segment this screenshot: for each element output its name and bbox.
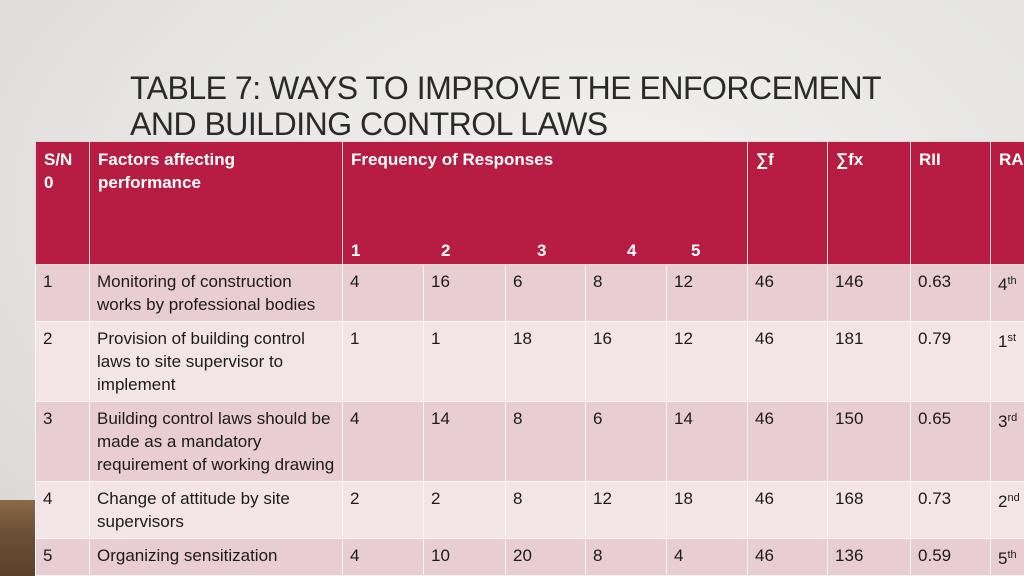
rank-suffix: th: [1007, 549, 1017, 561]
table-header-row: [36, 142, 1024, 265]
cell-rank: [991, 482, 1024, 539]
cell-f5: 12: [667, 322, 748, 402]
cell-rank: [991, 539, 1024, 576]
cell-sn: 2: [36, 322, 90, 402]
header-rank: RA: [991, 142, 1024, 265]
cell-rii: 0.79: [911, 322, 991, 402]
rank-suffix: st: [1007, 332, 1017, 344]
header-factors: Factors affecting performance: [90, 142, 343, 265]
cell-f2: 14: [424, 402, 506, 482]
cell-f2: 10: [424, 539, 506, 576]
rank-suffix: th: [1007, 275, 1017, 287]
slide-title-line-1: TABLE 7: WAYS TO IMPROVE THE ENFORCEMENT: [130, 70, 882, 106]
cell-sum-fx: 146: [828, 265, 911, 322]
rank-number: 1: [998, 332, 1008, 351]
cell-f3: 20: [506, 539, 586, 576]
header-sum-f: ∑f: [748, 142, 828, 265]
header-sn: S/N 0: [36, 142, 90, 265]
table-row: [36, 539, 1024, 576]
cell-factor: Monitoring of construction works by professional bodies: [90, 265, 343, 322]
cell-sum-fx: 181: [828, 322, 911, 402]
cell-sn: 5: [36, 539, 90, 576]
cell-f4: 6: [586, 402, 667, 482]
cell-sum-fx: 168: [828, 482, 911, 539]
cell-f4: 8: [586, 539, 667, 576]
frequency-scale-2: 2: [441, 241, 451, 260]
rank-number: 5: [998, 549, 1008, 568]
rank-suffix: rd: [1007, 412, 1018, 424]
rank-number: 4: [998, 275, 1008, 294]
cell-f1: 4: [343, 265, 424, 322]
cell-f2: 2: [424, 482, 506, 539]
table-row: [36, 482, 1024, 539]
cell-rank: [991, 402, 1024, 482]
slide-title-line-2: AND BUILDING CONTROL LAWS: [130, 106, 608, 142]
cell-sum-f: 46: [748, 322, 828, 402]
frequency-scale-1: 1: [351, 241, 361, 260]
cell-f4: 12: [586, 482, 667, 539]
frequency-scale-3: 3: [537, 241, 547, 260]
cell-f2: 1: [424, 322, 506, 402]
cell-f1: 2: [343, 482, 424, 539]
cell-factor: Provision of building control laws to site supervisor to implement: [90, 322, 343, 402]
cell-f3: 8: [506, 482, 586, 539]
cell-sum-f: 46: [748, 482, 828, 539]
cell-f3: 6: [506, 265, 586, 322]
cell-rii: 0.63: [911, 265, 991, 322]
cell-f4: 16: [586, 322, 667, 402]
cell-f4: 8: [586, 265, 667, 322]
cell-f2: 16: [424, 265, 506, 322]
cell-f5: 14: [667, 402, 748, 482]
cell-rii: 0.65: [911, 402, 991, 482]
table-row: [36, 402, 1024, 482]
cell-sn: 3: [36, 402, 90, 482]
cell-sum-f: 46: [748, 402, 828, 482]
cell-f1: 4: [343, 402, 424, 482]
frequency-scale-5: 5: [691, 241, 701, 260]
cell-sum-fx: 136: [828, 539, 911, 576]
cell-f1: 4: [343, 539, 424, 576]
cell-rank: [991, 322, 1024, 402]
cell-f5: 12: [667, 265, 748, 322]
header-sum-fx: ∑fx: [828, 142, 911, 265]
cell-sum-f: 46: [748, 265, 828, 322]
cell-sn: 4: [36, 482, 90, 539]
slide-title: [130, 70, 1010, 142]
header-rii: RII: [911, 142, 991, 265]
cell-factor: Organizing sensitization: [90, 539, 343, 576]
header-frequency: [343, 142, 748, 265]
cell-factor: Building control laws should be made as a mandatory requirement of working drawing: [90, 402, 343, 482]
cell-sn: 1: [36, 265, 90, 322]
rank-number: 2: [998, 492, 1008, 511]
floor-decoration: [0, 500, 40, 576]
results-table: [35, 141, 1024, 576]
cell-factor: Change of attitude by site supervisors: [90, 482, 343, 539]
cell-f5: 4: [667, 539, 748, 576]
cell-f5: 18: [667, 482, 748, 539]
cell-f3: 18: [506, 322, 586, 402]
header-frequency-label: Frequency of Responses: [351, 150, 554, 169]
cell-sum-fx: 150: [828, 402, 911, 482]
rank-suffix: nd: [1007, 492, 1020, 504]
cell-f3: 8: [506, 402, 586, 482]
frequency-scale: [351, 239, 739, 262]
frequency-scale-4: 4: [627, 241, 637, 260]
cell-rank: [991, 265, 1024, 322]
table-row: [36, 265, 1024, 322]
cell-sum-f: 46: [748, 539, 828, 576]
table-row: [36, 322, 1024, 402]
cell-rii: 0.59: [911, 539, 991, 576]
cell-f1: 1: [343, 322, 424, 402]
cell-rii: 0.73: [911, 482, 991, 539]
rank-number: 3: [998, 412, 1008, 431]
